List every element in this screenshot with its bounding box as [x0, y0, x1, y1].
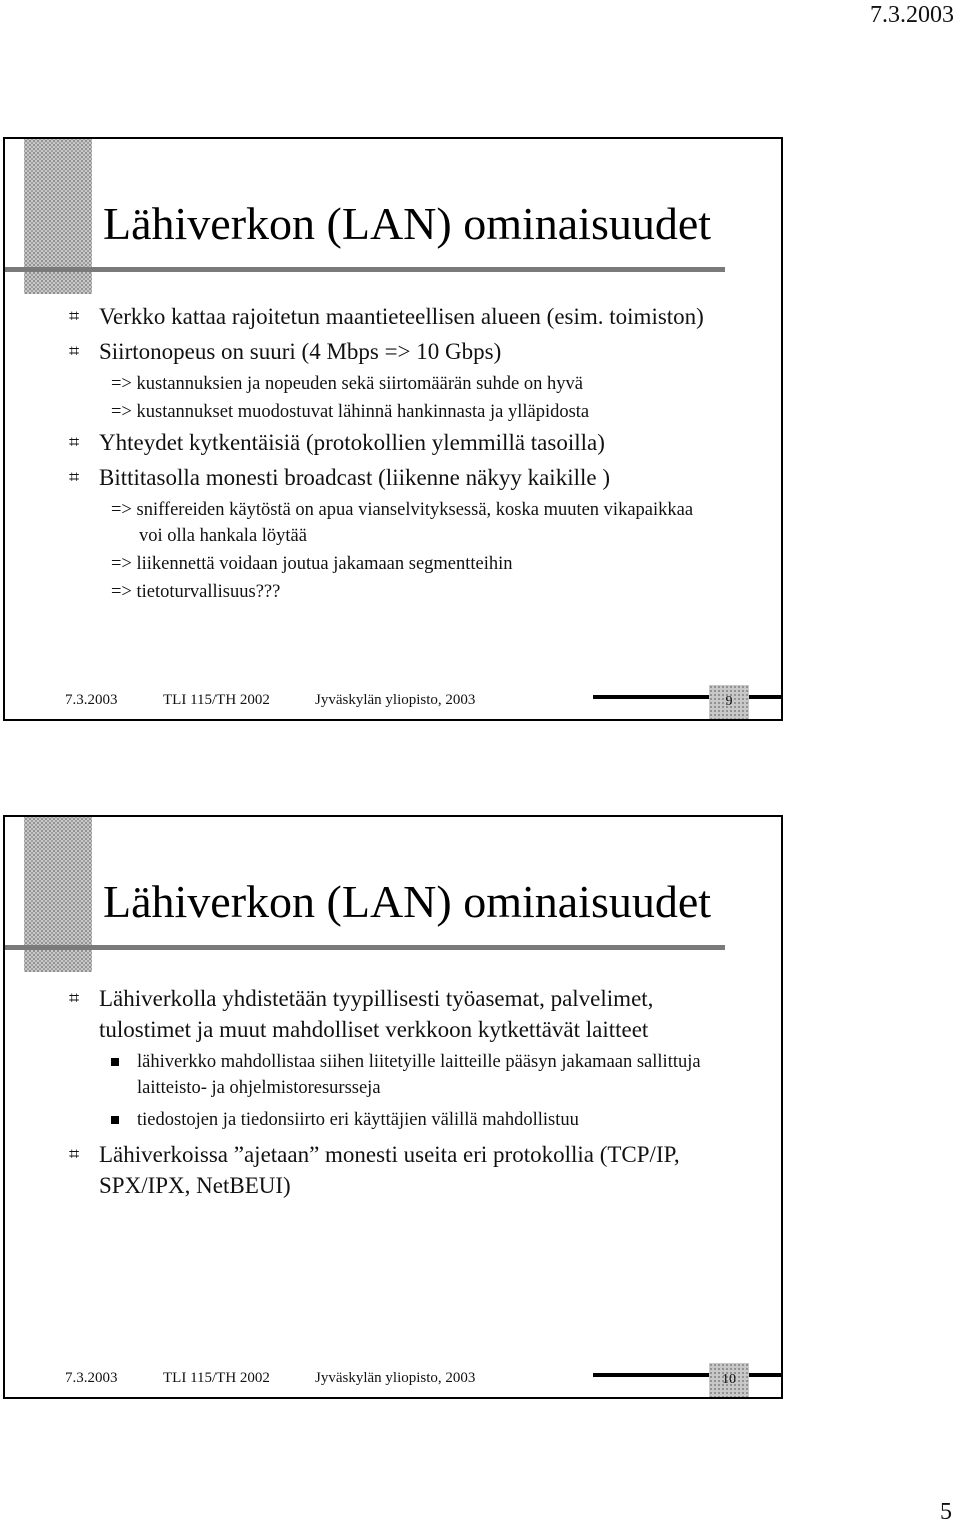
footer-date: 7.3.2003	[65, 1370, 118, 1386]
bullet-hash-icon: ⌗	[69, 341, 80, 362]
bullet-hash-icon: ⌗	[69, 306, 80, 327]
bullet-item: ⌗ Siirtonopeus on suuri (4 Mbps => 10 Gbps)	[69, 336, 719, 367]
bullet-hash-icon: ⌗	[69, 432, 80, 453]
square-bullet-icon	[111, 1116, 119, 1124]
square-bullet-item: lähiverkko mahdollistaa siihen liitetyille laitteille pääsyn jakamaan sallittuja laitteisto- ja ohjelmistoresursseja	[103, 1049, 719, 1101]
slide-number: 10	[709, 1363, 749, 1397]
slide-content	[69, 983, 719, 1201]
slide-9	[3, 137, 783, 721]
footer-rule	[593, 1373, 709, 1377]
bullet-hash-icon: ⌗	[69, 467, 80, 488]
slide-10	[3, 815, 783, 1399]
bullet-item: ⌗ Verkko kattaa rajoitetun maantieteellisen alueen (esim. toimiston)	[69, 301, 719, 332]
bullet-item: ⌗ Yhteydet kytkentäisiä (protokollien ylemmillä tasoilla)	[69, 427, 719, 458]
title-rule	[5, 267, 725, 272]
slide-number: 9	[709, 685, 749, 719]
footer-institution: Jyväskylän yliopisto, 2003	[315, 692, 476, 708]
bullet-item: ⌗ Lähiverkoissa ”ajetaan” monesti useita eri protokollia (TCP/IP, SPX/IPX, NetBEUI)	[69, 1139, 719, 1201]
square-bullet-item: tiedostojen ja tiedonsiirto eri käyttäjien välillä mahdollistuu	[103, 1107, 719, 1133]
bullet-item: ⌗ Lähiverkolla yhdistetään tyypillisesti työasemat, palvelimet, tulostimet ja muut mahdolliset verkkoon kytkettävät laitteet	[69, 983, 719, 1045]
sub-item: => tietoturvallisuus???	[111, 582, 281, 602]
sub-item: => liikennettä voidaan joutua jakamaan segmentteihin	[111, 554, 513, 574]
footer-course: TLI 115/TH 2002	[163, 692, 270, 708]
page-number: 5	[940, 1499, 952, 1525]
footer-rule	[749, 695, 781, 699]
slide-title: Lähiverkon (LAN) ominaisuudet	[103, 198, 712, 249]
slide-content	[69, 301, 719, 605]
footer-institution: Jyväskylän yliopisto, 2003	[315, 1370, 476, 1386]
slide-footer	[65, 692, 475, 709]
sub-item: => kustannukset muodostuvat lähinnä hankinnasta ja ylläpidosta	[111, 402, 590, 422]
bullet-hash-icon: ⌗	[69, 988, 80, 1009]
slide-title: Lähiverkon (LAN) ominaisuudet	[103, 876, 712, 927]
page-header-date: 7.3.2003	[870, 2, 954, 28]
sub-item: => sniffereiden käytöstä on apua vianselvityksessä, koska muuten vikapaikkaa voi olla hankala löytää	[111, 500, 694, 546]
bullet-hash-icon: ⌗	[69, 1144, 80, 1165]
square-bullet-icon	[111, 1058, 119, 1066]
slide-footer	[65, 1370, 475, 1387]
footer-course: TLI 115/TH 2002	[163, 1370, 270, 1386]
footer-rule	[749, 1373, 781, 1377]
footer-rule	[593, 695, 709, 699]
title-rule	[5, 945, 725, 950]
bullet-item: ⌗ Bittitasolla monesti broadcast (liikenne näkyy kaikille )	[69, 462, 719, 493]
footer-date: 7.3.2003	[65, 692, 118, 708]
sub-item: => kustannuksien ja nopeuden sekä siirtomäärän suhde on hyvä	[111, 374, 583, 394]
